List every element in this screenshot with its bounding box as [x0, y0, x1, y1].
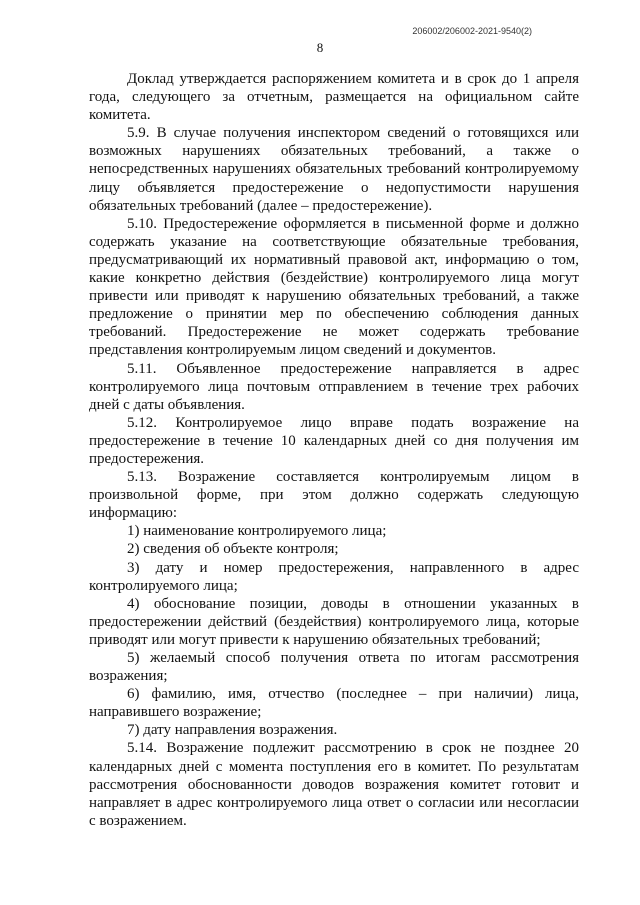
list-item-1: 1) наименование контролируемого лица; — [127, 523, 387, 540]
paragraph-5-12: 5.12. Контролируемое лицо вправе подать возражение на предостережение в течение 10 календарных дней со дня получения им предостережения. — [89, 414, 579, 467]
page-number: 8 — [316, 40, 324, 55]
paragraph-5-11: 5.11. Объявленное предостережение направляется в адрес контролируемого лица почтовым отправлением в течение трех рабочих дней с даты объявления. — [89, 360, 579, 413]
list-item-5: 5) желаемый способ получения ответа по итогам рассмотрения возражения; — [89, 650, 579, 685]
list-item-6: 6) фамилию, имя, отчество (последнее – при наличии) лица, направившего возражение; — [89, 686, 579, 721]
paragraph-5-14: 5.14. Возражение подлежит рассмотрению в срок не позднее 20 календарных дней с момента поступления его в комитет. По результатам рассмотрения обоснованности доводов возражения комитет готовит и направляет в адрес контролируемого лица ответ о согласии или несогласии с возражением. — [89, 740, 579, 829]
paragraph-report-approval: Доклад утверждается распоряжением комитета и в срок до 1 апреля года, следующего за отчетным, размещается на официальном сайте комитета. — [89, 71, 579, 124]
paragraph-5-9: 5.9. В случае получения инспектором сведений о готовящихся или возможных нарушениях обязательных требований, а также о непосредственных нарушениях обязательных требований контролируемому лицу объявляется предостережение о недопустимости нарушения обязательных требований (далее – предостережение). — [89, 125, 579, 214]
paragraph-5-13: 5.13. Возражение составляется контролируемым лицом в произвольной форме, при этом должно содержать следующую информацию: — [89, 469, 579, 522]
list-item-7: 7) дату направления возражения. — [127, 722, 338, 739]
list-item-4: 4) обоснование позиции, доводы в отношении указанных в предостережении действий (бездействия) контролируемого лица, которые приводят или могут привести к нарушению обязательных требований; — [89, 595, 579, 648]
list-item-2: 2) сведения об объекте контроля; — [127, 541, 339, 558]
list-item-3: 3) дату и номер предостережения, направленного в адрес контролируемого лица; — [89, 559, 579, 594]
document-body — [89, 70, 579, 830]
paragraph-5-10: 5.10. Предостережение оформляется в письменной форме и должно содержать указание на соответствующие обязательные требования, предусматривающий их нормативный правовой акт, информацию о том, какие конкретно действия (бездействие) контролируемого лица могут привести или приводят к нарушению обязательных требований, а также предложение о принятии мер по обеспечению соблюдения данных требований. Предостережение не может содержать требование представления контролируемым лицом сведений и документов. — [89, 215, 579, 359]
document-id: 206002/206002-2021-9540(2) — [412, 26, 532, 36]
